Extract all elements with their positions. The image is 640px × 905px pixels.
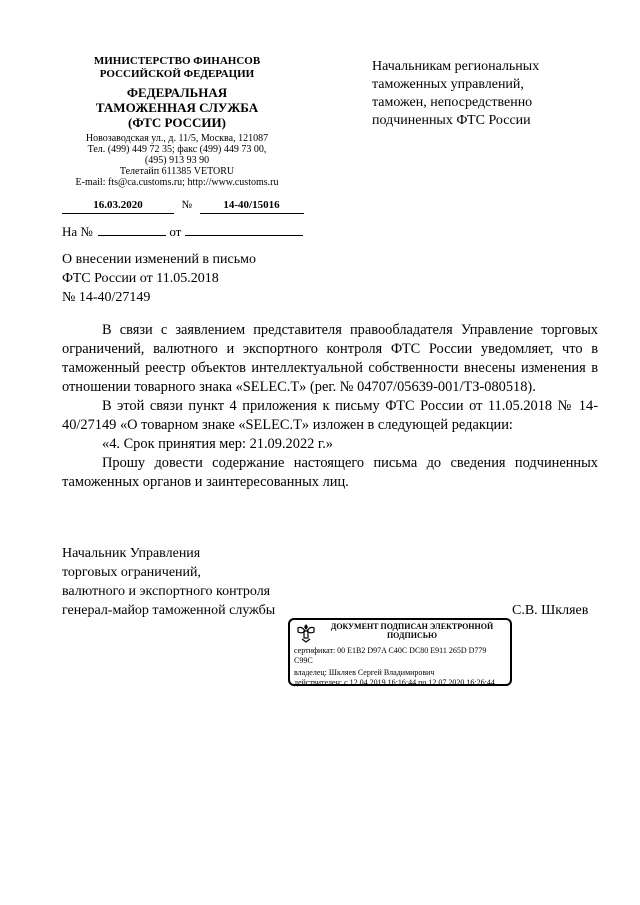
- ministry-line1: МИНИСТЕРСТВО ФИНАНСОВ: [93, 55, 261, 67]
- addressee: [372, 58, 602, 130]
- address-line2: Тел. (499) 449 72 35; факс (499) 449 73 00,: [87, 144, 267, 155]
- address-line5: E-mail: fts@ca.customs.ru; http://www.customs.ru: [75, 177, 279, 188]
- addressee-line1: Начальникам региональных: [372, 59, 540, 74]
- body-paragraph-1: В связи с заявлением представителя правообладателя Управление торговых ограничений, валютного и экспортного контроля ФТС России уведомляет, что в таможенный реестр объектов интеллектуальной собственности внесены изменения в отношении товарного знака «SELEC.T» (рег. № 04707/05639-001/ТЗ-080518).: [62, 322, 598, 395]
- signatory-line2: торговых ограничений,: [62, 565, 202, 580]
- registration-date: 16.03.2020: [62, 199, 174, 214]
- subject-line2: ФТС России от 11.05.2018: [62, 271, 219, 286]
- addressee-line2: таможенных управлений,: [372, 77, 524, 92]
- service-name: [72, 85, 282, 130]
- signatory-line4: генерал-майор таможенной службы: [62, 603, 276, 618]
- registration-row: [62, 199, 304, 214]
- stamp-owner: владелец: Шкляев Сергей Владимирович: [294, 668, 435, 677]
- reference-label: На №: [62, 224, 93, 239]
- stamp-title-line1: ДОКУМЕНТ ПОДПИСАН ЭЛЕКТРОННОЙ: [330, 622, 494, 631]
- reference-row: [62, 221, 303, 240]
- stamp-certificate: сертификат: 00 E1B2 D97A C40C DC80 E911 265D D779: [294, 646, 487, 655]
- subject: [62, 250, 322, 307]
- e-signature-stamp: [288, 618, 512, 686]
- ministry-line2: РОССИЙСКОЙ ФЕДЕРАЦИИ: [99, 68, 255, 80]
- stamp-title-line2: ПОДПИСЬЮ: [386, 631, 438, 640]
- body-paragraph-2: В этой связи пункт 4 приложения к письму ФТС России от 11.05.2018 № 14-40/27149 «О товарном знаке «SELEC.T» изложен в следующей редакции:: [62, 398, 598, 433]
- address-line4: Телетайп 611385 VETORU: [119, 166, 235, 177]
- ministry-name: [72, 55, 282, 81]
- emblem-icon: [294, 622, 318, 644]
- subject-line3: № 14-40/27149: [62, 290, 151, 305]
- service-line1: ФЕДЕРАЛЬНАЯ: [126, 85, 228, 100]
- addressee-line3: таможен, непосредственно: [372, 95, 533, 110]
- service-line2: ТАМОЖЕННАЯ СЛУЖБА: [95, 100, 259, 115]
- letter-body: [62, 321, 598, 492]
- body-paragraph-3: «4. Срок принятия мер: 21.09.2022 г.»: [102, 436, 334, 452]
- signatory-title: [62, 544, 322, 620]
- address-line3: (495) 913 93 90: [144, 155, 210, 166]
- reference-date-blank: [185, 221, 303, 236]
- stamp-certificate-tail: C99C: [294, 656, 313, 665]
- registration-number: 14-40/15016: [200, 199, 304, 214]
- addressee-line4: подчиненных ФТС России: [372, 113, 531, 128]
- signatory-line1: Начальник Управления: [62, 546, 201, 561]
- signatory-name: С.В. Шкляев: [512, 603, 589, 618]
- signatory-line3: валютного и экспортного контроля: [62, 584, 271, 599]
- reference-number-blank: [98, 221, 166, 236]
- stamp-validity: действителен: с 12.04.2019 16:16:44 по 12.07.2020 16:26:44: [294, 678, 495, 687]
- number-sign: №: [181, 199, 192, 211]
- service-line3: (ФТС РОССИИ): [128, 115, 226, 130]
- address-line1: Новозаводская ул., д. 11/5, Москва, 121087: [85, 133, 269, 144]
- body-paragraph-4: Прошу довести содержание настоящего письма до сведения подчиненных таможенных органов и заинтересованных лиц.: [62, 455, 598, 490]
- reference-from-label: от: [169, 224, 182, 239]
- subject-line1: О внесении изменений в письмо: [62, 252, 256, 267]
- sender-address: [62, 133, 292, 188]
